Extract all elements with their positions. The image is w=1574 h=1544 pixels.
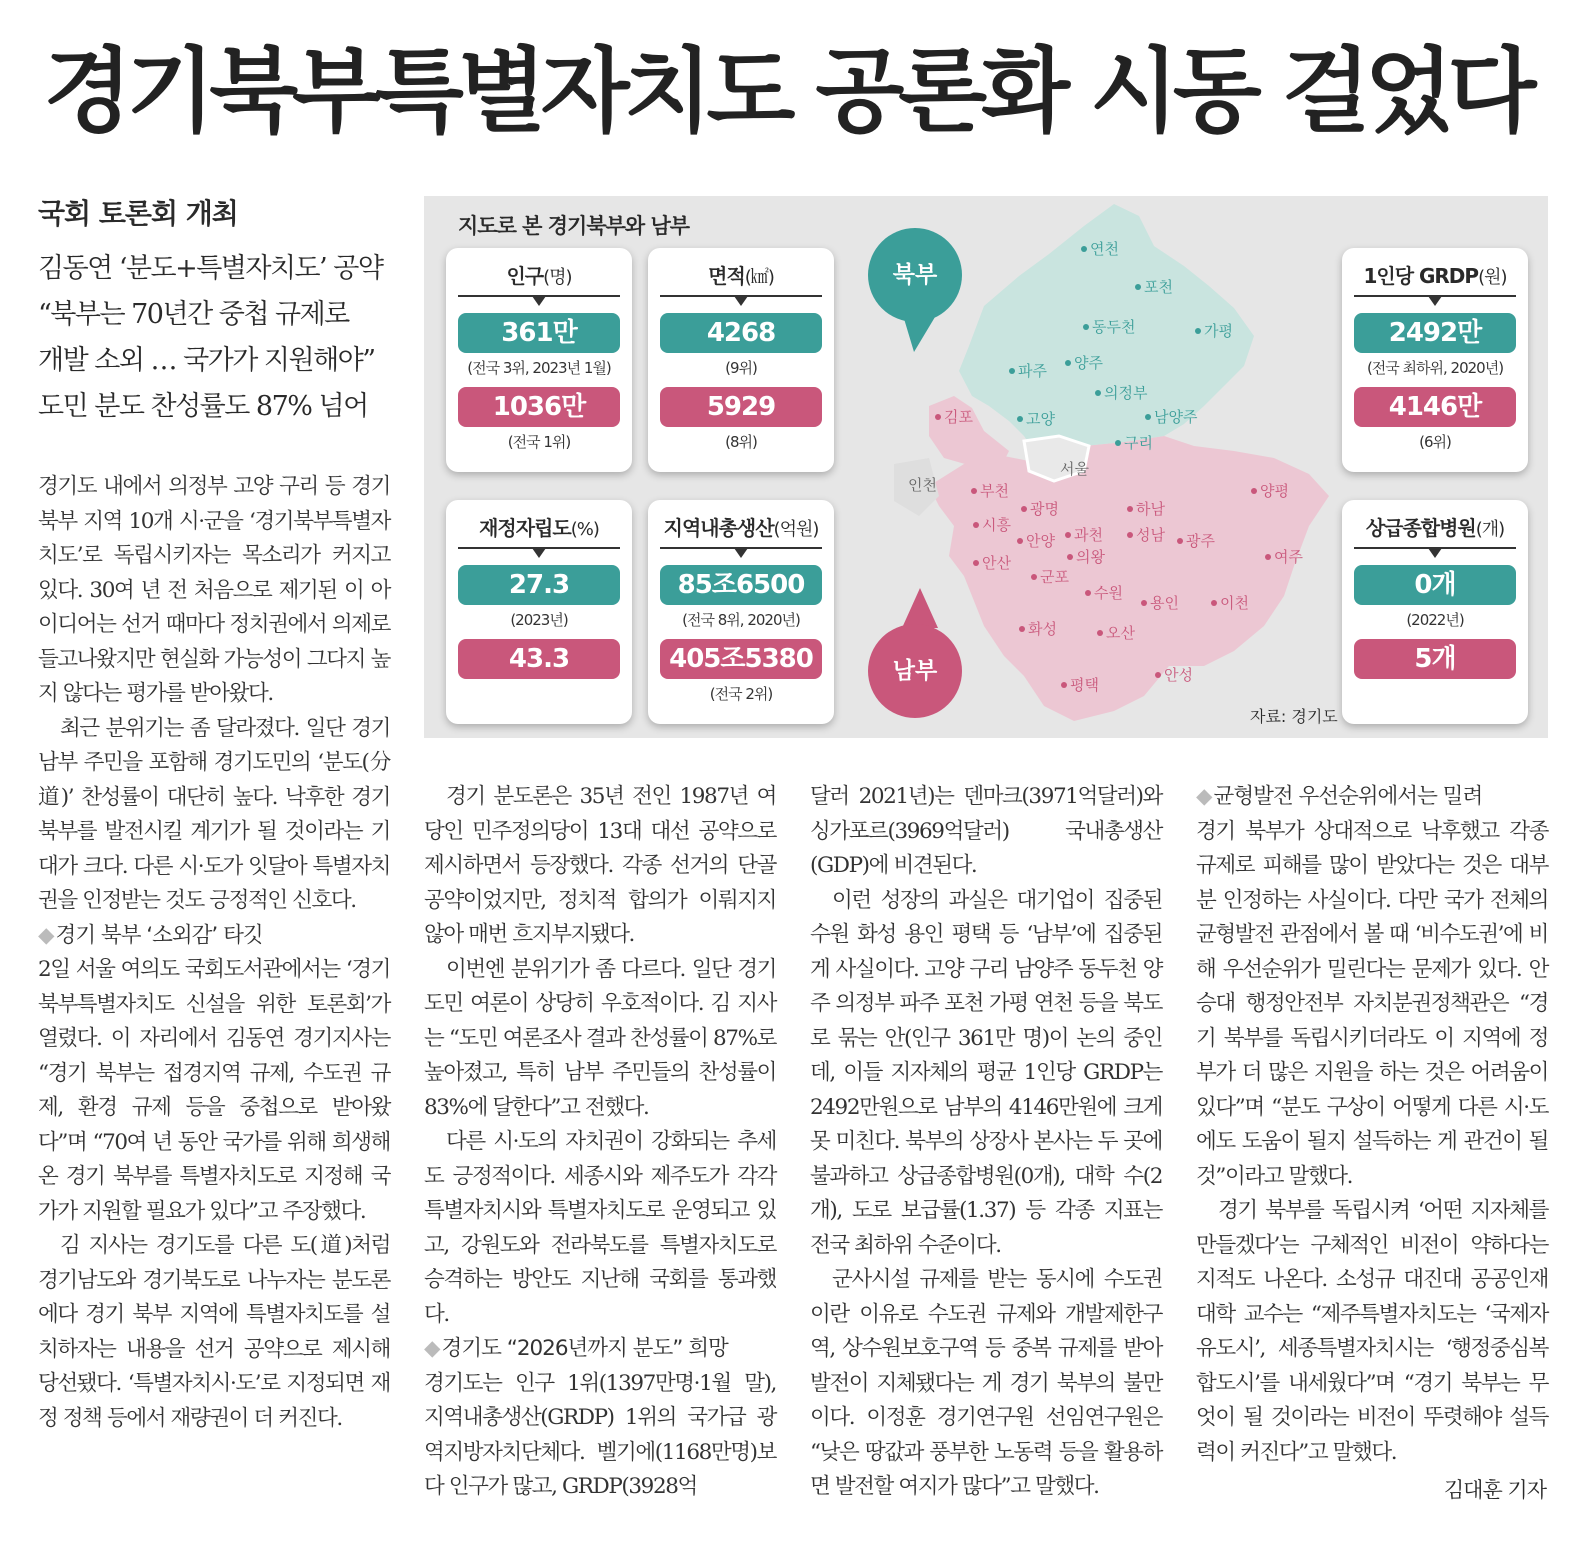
other-place-label: 서울 xyxy=(1060,460,1089,478)
south-place-label: 김포 xyxy=(944,408,973,426)
north-place-marker xyxy=(1115,440,1121,446)
deck-line: “북부는 70년간 중첩 규제로 xyxy=(38,299,349,330)
south-place-label: 평택 xyxy=(1070,676,1099,694)
south-value: 5개 xyxy=(1354,639,1516,679)
deck-line: 김동연 ‘분도+특별자치도’ 공약 xyxy=(38,253,383,284)
south-place-label: 오산 xyxy=(1106,624,1135,642)
subheading: ◆ 경기 북부 ‘소외감’ 타깃 xyxy=(38,919,390,954)
south-place-marker xyxy=(1211,600,1217,606)
card-divider xyxy=(458,295,620,309)
south-place-marker xyxy=(1085,590,1091,596)
card-label: 상급종합병원(개) xyxy=(1365,516,1505,540)
paragraph: 2일 서울 여의도 국회도서관에서는 ‘경기북부특별자치도 신설을 위한 토론회’가 열렸다. 이 자리에서 김동연 경기지사는 “경기 북부는 접경지역 규제, 수도권 규제, 환경 규제 등을 중첩으로 받아왔다”며 “70여 년 동안 국가를 위해 희생해온 경기 북부를 특별자치도로 지정해 국가가 지원할 필요가 있다”고 주장했다. xyxy=(38,957,390,1224)
fiscal-independence-card xyxy=(446,500,632,724)
south-place-label: 안성 xyxy=(1164,666,1193,684)
south-place-marker xyxy=(973,560,979,566)
subheading: ◆ 경기도 “2026년까지 분도” 희망 xyxy=(424,1332,776,1367)
south-place-label: 안양 xyxy=(1026,532,1055,550)
north-value: 0개 xyxy=(1354,565,1516,605)
south-place-label: 이천 xyxy=(1220,594,1249,612)
south-value: 1036만 xyxy=(458,387,620,427)
paragraph: 군사시설 규제를 받는 동시에 수도권이란 이유로 수도권 규제와 개발제한구역, 상수원보호구역 등 중복 규제를 받아 발전이 지체됐다는 게 경기 북부의 불만이다. 이정훈 경기연구원 선임연구원은 “낮은 땅값과 풍부한 노동력 등을 활용하면 발전할 여지가 많다”고 말했다. xyxy=(810,1267,1162,1499)
north-note: (2022년) xyxy=(1406,611,1464,629)
north-value: 85조6500 xyxy=(660,565,822,605)
south-place-marker xyxy=(1127,532,1133,538)
deck-line: 개발 소외 … 국가가 지원해야” xyxy=(38,345,375,376)
south-place-label: 시흥 xyxy=(982,516,1011,534)
south-place-marker xyxy=(1177,538,1183,544)
north-value: 4268 xyxy=(660,313,822,353)
card-divider xyxy=(660,547,822,561)
south-place-marker xyxy=(1097,630,1103,636)
north-place-marker xyxy=(1017,416,1023,422)
paragraph: 다른 시·도의 자치권이 강화되는 추세도 긍정적이다. 세종시와 제주도가 각각 특별자치시와 특별자치도로 운영되고 있고, 강원도와 전라북도를 특별자치도로 승격하는 방안도 지난해 국회를 통과했다. xyxy=(424,1129,776,1327)
south-place-marker xyxy=(1127,506,1133,512)
north-bubble-tail xyxy=(900,312,940,352)
north-place-marker xyxy=(1095,390,1101,396)
south-note xyxy=(446,679,632,709)
article-column xyxy=(38,470,390,1436)
north-note: (9위) xyxy=(725,359,757,377)
north-place-label: 남양주 xyxy=(1154,408,1198,426)
south-place-label: 과천 xyxy=(1074,526,1103,544)
south-place-marker xyxy=(973,522,979,528)
paragraph: 경기도는 인구 1위(1397만명·1월 말), 지역내총생산(GRDP) 1위의 국가급 광역지방자치단체다. 벨기에(1168만명)보다 인구가 많고, GRDP(3928억 xyxy=(424,1370,776,1499)
south-place-label: 광명 xyxy=(1030,500,1059,518)
paragraph: 경기 북부가 상대적으로 낙후했고 각종 규제로 피해를 많이 받았다는 것은 대부분 인정하는 사실이다. 다만 국가 전체의 균형발전 관점에서 볼 때 ‘비수도권’에 비해 우선순위가 밀린다는 문제가 있다. 안승대 행정안전부 자치분권정책관은 “경기 북부를 독립시키더라도 이 지역에 정부가 더 많은 지원을 하는 것은 어려움이 있다”며 “분도 구상이 어떻게 다른 시·도에도 도움이 될지 설득하는 게 관건이 될 것”이라고 말했다. xyxy=(1196,818,1548,1189)
south-place-label: 양평 xyxy=(1260,482,1289,500)
paragraph: 달러 2021년)는 덴마크(3971억달러)와 싱가포르(3969억달러) 국내총생산(GDP)에 비견된다. xyxy=(810,784,1162,878)
paragraph: 이런 성장의 과실은 대기업이 집중된 수원 화성 용인 평택 등 ‘남부’에 집중된 게 사실이다. 고양 구리 남양주 동두천 양주 의정부 파주 포천 가평 연천 등을 북도로 묶는 안(인구 361만 명)이 논의 중인데, 이들 지자체의 평균 1인당 GRDP는 2492만원으로 남부의 4146만원에 크게 못 미친다. 북부의 상장사 본사는 두 곳에 불과하고 상급종합병원(0개), 대학 수(2개), 도로 보급률(1.37) 등 각종 지표는 전국 최하위 수준이다. xyxy=(810,887,1162,1258)
south-place-marker xyxy=(1017,538,1023,544)
grdp-per-capita-card xyxy=(1342,248,1528,472)
south-place-marker xyxy=(1155,672,1161,678)
north-value: 2492만 xyxy=(1354,313,1516,353)
north-place-marker xyxy=(1009,368,1015,374)
north-value: 361만 xyxy=(458,313,620,353)
south-place-label: 의왕 xyxy=(1076,548,1105,566)
infographic-title: 지도로 본 경기북부와 남부 xyxy=(458,214,690,238)
article-column xyxy=(810,780,1162,1505)
south-place-label: 하남 xyxy=(1136,500,1165,518)
deck xyxy=(38,192,398,430)
south-value: 5929 xyxy=(660,387,822,427)
card-label: 재정자립도(%) xyxy=(479,516,599,540)
deck-line: 도민 분도 찬성률도 87% 넘어 xyxy=(38,391,368,422)
paragraph: 경기 북부를 독립시켜 ‘어떤 지자체를 만들겠다’는 구체적인 비전이 약하다는 지적도 나온다. 소성규 대진대 공공인재대학 교수는 “제주특별자치도는 ‘국제자유도시’, 세종특별자치시는 ‘행정중심복합도시’를 내세웠다”며 “경기 북부는 무엇이 될 것이라는 비전이 뚜렷해야 설득력이 커진다”고 말했다. xyxy=(1196,1198,1548,1465)
paragraph: 최근 분위기는 좀 달라졌다. 일단 경기 남부 주민을 포함해 경기도민의 ‘분도(分道)’ 찬성률이 대단히 높다. 낙후한 경기 북부를 발전시킬 계기가 될 것이라는 기대가 크다. 다른 시·도가 잇달아 특별자치권을 인정받는 것도 긍정적인 신호다. xyxy=(38,715,390,913)
article-column xyxy=(424,780,776,1505)
south-bubble: 남부 xyxy=(868,624,962,718)
south-place-marker xyxy=(1019,626,1025,632)
south-note: (전국 2위) xyxy=(709,685,773,703)
north-bubble: 북부 xyxy=(868,228,962,322)
south-place-marker xyxy=(935,414,941,420)
south-place-marker xyxy=(971,488,977,494)
north-place-label: 가평 xyxy=(1204,322,1233,340)
south-note: (8위) xyxy=(725,433,757,451)
byline: 김대훈 기자 xyxy=(1443,1478,1546,1502)
north-place-marker xyxy=(1065,360,1071,366)
subheading: ◆ 균형발전 우선순위에서는 밀려 xyxy=(1196,780,1548,815)
south-place-marker xyxy=(1067,554,1073,560)
south-place-marker xyxy=(1265,554,1271,560)
paragraph: 김 지사는 경기도를 다른 도(道)처럼 경기남도와 경기북도로 나누자는 분도론에다 경기 북부 지역에 특별자치도를 설치하자는 내용을 선거 공약으로 제시해 당선됐다. ‘특별자치시·도’로 지정되면 재정 정책 등에서 재량권이 더 커진다. xyxy=(38,1233,390,1431)
south-note xyxy=(1342,679,1528,709)
north-note: (2023년) xyxy=(510,611,568,629)
north-value: 27.3 xyxy=(458,565,620,605)
south-place-label: 여주 xyxy=(1274,548,1303,566)
south-place-label: 용인 xyxy=(1150,594,1179,612)
card-divider xyxy=(1354,295,1516,309)
north-place-label: 구리 xyxy=(1124,434,1153,452)
south-place-label: 성남 xyxy=(1136,526,1165,544)
card-divider xyxy=(1354,547,1516,561)
deck-kicker: 국회 토론회 개최 xyxy=(38,197,238,230)
south-region xyxy=(929,436,1329,721)
card-label: 면적(㎢) xyxy=(708,264,774,288)
article-column xyxy=(1196,780,1548,1470)
card-label: 지역내총생산(억원) xyxy=(663,516,819,540)
grdp-card xyxy=(648,500,834,724)
north-place-label: 동두천 xyxy=(1092,318,1136,336)
card-divider xyxy=(660,295,822,309)
north-place-marker xyxy=(1135,284,1141,290)
population-card xyxy=(446,248,632,472)
south-place-label: 광주 xyxy=(1186,532,1215,550)
south-place-marker xyxy=(1021,506,1027,512)
north-note: (전국 8위, 2020년) xyxy=(682,611,800,629)
north-place-marker xyxy=(1195,328,1201,334)
south-note: (6위) xyxy=(1419,433,1451,451)
north-place-label: 연천 xyxy=(1090,240,1119,258)
south-place-marker xyxy=(1061,682,1067,688)
infographic xyxy=(424,196,1548,738)
paragraph: 경기도 내에서 의정부 고양 구리 등 경기 북부 지역 10개 시·군을 ‘경기북부특별자치도’로 독립시키자는 목소리가 커지고 있다. 30여 년 전 처음으로 제기된 이 아이디어는 선거 때마다 정치권에서 의제로 들고나왔지만 현실화 가능성이 그다지 높지 않다는 평가를 받아왔다. xyxy=(38,474,390,706)
headline: 경기북부특별자치도 공론화 시동 걸었다 xyxy=(43,38,1531,145)
south-note: (전국 1위) xyxy=(507,433,571,451)
south-place-marker xyxy=(1065,532,1071,538)
south-place-label: 화성 xyxy=(1028,620,1057,638)
north-place-marker xyxy=(1145,414,1151,420)
south-value: 4146만 xyxy=(1354,387,1516,427)
south-place-label: 안산 xyxy=(982,554,1011,572)
other-place-label: 인천 xyxy=(908,476,937,494)
north-note: (전국 3위, 2023년 1월) xyxy=(467,359,611,377)
tertiary-hospital-card xyxy=(1342,500,1528,724)
south-place-marker xyxy=(1031,574,1037,580)
north-note: (전국 최하위, 2020년) xyxy=(1366,359,1504,377)
north-place-label: 양주 xyxy=(1074,354,1103,372)
paragraph: 이번엔 분위기가 좀 다르다. 일단 경기도민 여론이 상당히 우호적이다. 김 지사는 “도민 여론조사 결과 찬성률이 87%로 높아졌고, 특히 남부 주민들의 찬성률이 83%에 달한다”고 전했다. xyxy=(424,956,776,1120)
card-label: 1인당 GRDP(원) xyxy=(1363,264,1507,288)
south-place-label: 부천 xyxy=(980,482,1009,500)
south-value: 43.3 xyxy=(458,639,620,679)
source-note: 자료: 경기도 xyxy=(1250,707,1338,726)
south-value: 405조5380 xyxy=(660,639,822,679)
paragraph: 경기 분도론은 35년 전인 1987년 여당인 민주정의당이 13대 대선 공약으로 제시하면서 등장했다. 각종 선거의 단골 공약이었지만, 정치적 합의가 이뤄지지 않아 매번 흐지부지됐다. xyxy=(424,784,776,947)
south-place-marker xyxy=(1141,600,1147,606)
north-place-label: 의정부 xyxy=(1104,384,1148,402)
south-place-marker xyxy=(1251,488,1257,494)
north-place-label: 고양 xyxy=(1026,410,1055,428)
area-card xyxy=(648,248,834,472)
card-label: 인구(명) xyxy=(506,264,572,288)
north-place-label: 파주 xyxy=(1018,362,1047,380)
north-place-marker xyxy=(1081,246,1087,252)
south-place-label: 군포 xyxy=(1040,568,1069,586)
north-place-label: 포천 xyxy=(1144,278,1173,296)
north-place-marker xyxy=(1083,324,1089,330)
south-bubble-tail xyxy=(900,588,940,628)
card-divider xyxy=(458,547,620,561)
south-place-label: 수원 xyxy=(1094,584,1123,602)
